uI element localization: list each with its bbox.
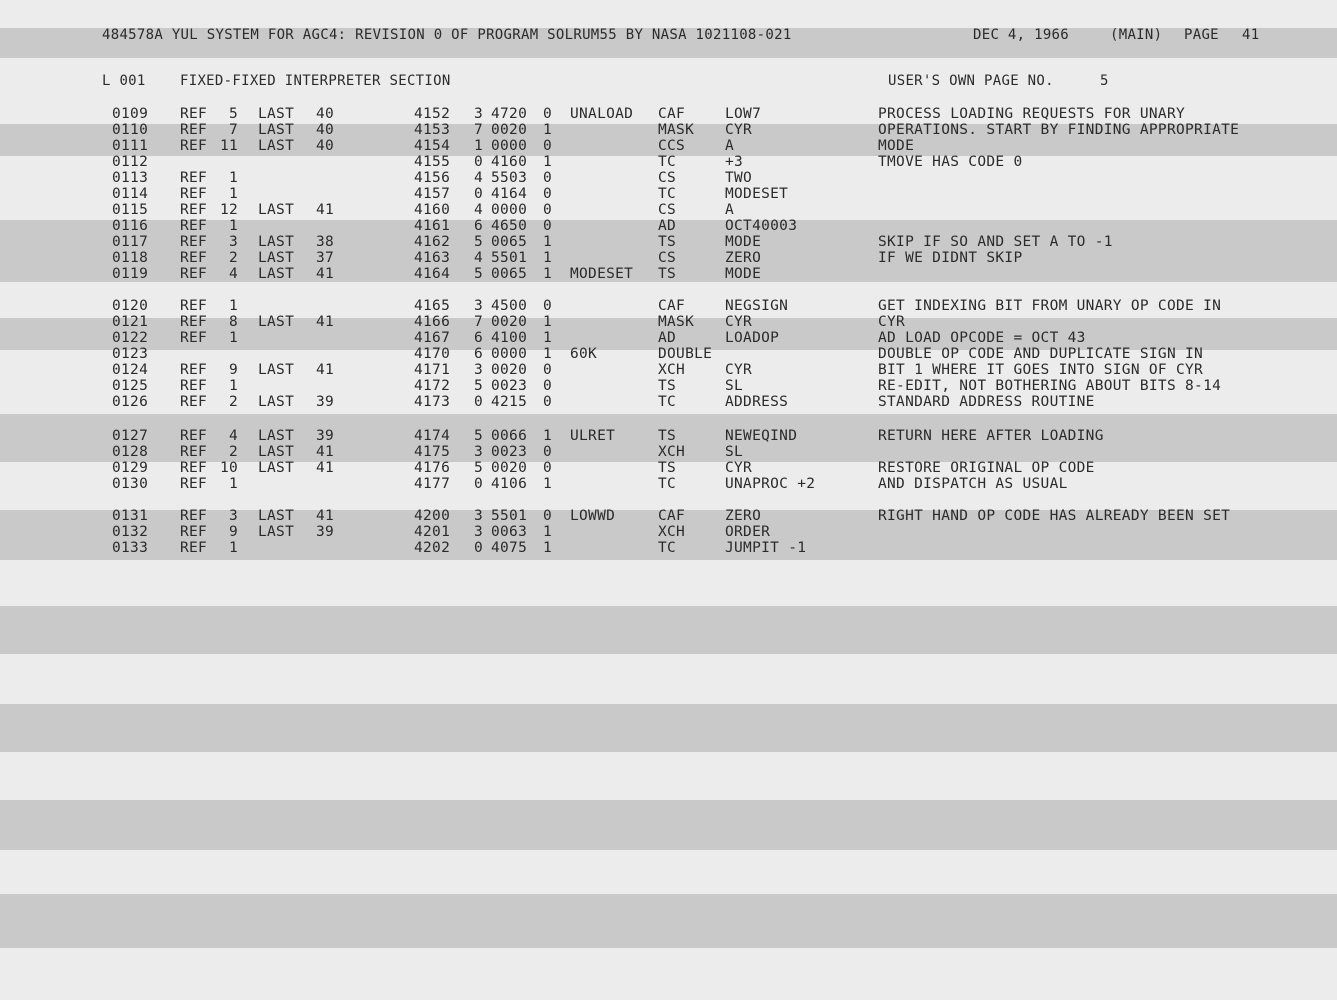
ref-label: REF	[180, 314, 208, 330]
ref-count: 10	[219, 460, 238, 476]
octal-code: 4100	[491, 330, 528, 346]
parity-suffix: 0	[543, 394, 553, 410]
section-title: FIXED-FIXED INTERPRETER SECTION	[180, 73, 451, 89]
octal-code: 4500	[491, 298, 528, 314]
operand: JUMPIT -1	[725, 540, 807, 556]
address: 4171	[414, 362, 451, 378]
ref-count: 12	[219, 202, 238, 218]
operand: LOADOP	[725, 330, 780, 346]
opcode: CS	[658, 250, 677, 266]
parity-suffix: 0	[543, 106, 553, 122]
address: 4177	[414, 476, 451, 492]
parity-prefix: 6	[474, 218, 484, 234]
last-label: LAST	[258, 314, 295, 330]
operand: CYR	[725, 314, 753, 330]
opcode: MASK	[658, 122, 695, 138]
comment: RETURN HERE AFTER LOADING	[878, 428, 1104, 444]
ref-count: 1	[228, 218, 238, 234]
address: 4201	[414, 524, 451, 540]
address: 4172	[414, 378, 451, 394]
last-label: LAST	[258, 444, 295, 460]
comment: BIT 1 WHERE IT GOES INTO SIGN OF CYR	[878, 362, 1204, 378]
octal-code: 0065	[491, 234, 528, 250]
ref-count: 1	[228, 540, 238, 556]
octal-code: 0023	[491, 378, 528, 394]
address: 4153	[414, 122, 451, 138]
address: 4163	[414, 250, 451, 266]
parity-prefix: 0	[474, 394, 484, 410]
symbol-label: ULRET	[570, 428, 616, 444]
sequence-number: 0114	[112, 186, 149, 202]
parity-prefix: 5	[474, 266, 484, 282]
octal-code: 0020	[491, 362, 528, 378]
opcode: TS	[658, 428, 677, 444]
address: 4156	[414, 170, 451, 186]
opcode: TC	[658, 186, 677, 202]
sequence-number: 0118	[112, 250, 149, 266]
parity-suffix: 0	[543, 362, 553, 378]
parity-suffix: 1	[543, 266, 553, 282]
sequence-number: 0124	[112, 362, 149, 378]
parity-prefix: 3	[474, 524, 484, 540]
ref-count: 4	[228, 266, 238, 282]
operand: MODE	[725, 266, 762, 282]
ref-count: 9	[228, 362, 238, 378]
ref-label: REF	[180, 170, 208, 186]
last-page: 41	[316, 362, 335, 378]
sequence-number: 0119	[112, 266, 149, 282]
sequence-number: 0117	[112, 234, 149, 250]
operand: MODE	[725, 234, 762, 250]
last-page: 37	[316, 250, 335, 266]
address: 4166	[414, 314, 451, 330]
opcode: CS	[658, 202, 677, 218]
parity-suffix: 1	[543, 524, 553, 540]
sequence-number: 0113	[112, 170, 149, 186]
octal-code: 4720	[491, 106, 528, 122]
sequence-number: 0129	[112, 460, 149, 476]
sequence-number: 0123	[112, 346, 149, 362]
opcode: TC	[658, 154, 677, 170]
ref-label: REF	[180, 266, 208, 282]
address: 4167	[414, 330, 451, 346]
operand: OCT40003	[725, 218, 798, 234]
operand: NEGSIGN	[725, 298, 789, 314]
symbol-label: LOWWD	[570, 508, 616, 524]
operand: ZERO	[725, 508, 762, 524]
ref-label: REF	[180, 540, 208, 556]
opcode: MASK	[658, 314, 695, 330]
ref-label: REF	[180, 202, 208, 218]
ref-count: 8	[228, 314, 238, 330]
parity-prefix: 0	[474, 154, 484, 170]
comment: AND DISPATCH AS USUAL	[878, 476, 1068, 492]
ref-count: 3	[228, 508, 238, 524]
last-label: LAST	[258, 428, 295, 444]
operand: A	[725, 138, 735, 154]
ref-count: 1	[228, 170, 238, 186]
parity-prefix: 3	[474, 106, 484, 122]
octal-code: 0000	[491, 202, 528, 218]
comment: GET INDEXING BIT FROM UNARY OP CODE IN	[878, 298, 1222, 314]
address: 4161	[414, 218, 451, 234]
opcode: TS	[658, 460, 677, 476]
parity-prefix: 6	[474, 330, 484, 346]
octal-code: 4106	[491, 476, 528, 492]
parity-suffix: 1	[543, 250, 553, 266]
octal-code: 5501	[491, 250, 528, 266]
ref-label: REF	[180, 250, 208, 266]
parity-suffix: 0	[543, 378, 553, 394]
ref-count: 5	[228, 106, 238, 122]
octal-code: 0066	[491, 428, 528, 444]
parity-prefix: 3	[474, 508, 484, 524]
last-page: 41	[316, 202, 335, 218]
listing-date: DEC 4, 1966	[973, 27, 1070, 43]
octal-code: 4160	[491, 154, 528, 170]
parity-suffix: 0	[543, 508, 553, 524]
address: 4154	[414, 138, 451, 154]
last-label: LAST	[258, 394, 295, 410]
opcode: TC	[658, 476, 677, 492]
last-label: LAST	[258, 266, 295, 282]
opcode: XCH	[658, 524, 686, 540]
parity-prefix: 5	[474, 378, 484, 394]
operand: CYR	[725, 460, 753, 476]
operand: A	[725, 202, 735, 218]
sequence-number: 0130	[112, 476, 149, 492]
comment: DOUBLE OP CODE AND DUPLICATE SIGN IN	[878, 346, 1204, 362]
sequence-number: 0133	[112, 540, 149, 556]
address: 4157	[414, 186, 451, 202]
comment: TMOVE HAS CODE 0	[878, 154, 1023, 170]
address: 4176	[414, 460, 451, 476]
parity-prefix: 4	[474, 170, 484, 186]
parity-suffix: 1	[543, 330, 553, 346]
parity-prefix: 0	[474, 476, 484, 492]
opcode: CCS	[658, 138, 686, 154]
last-label: LAST	[258, 106, 295, 122]
parity-suffix: 0	[543, 218, 553, 234]
opcode: CAF	[658, 106, 686, 122]
opcode: AD	[658, 330, 677, 346]
parity-suffix: 1	[543, 346, 553, 362]
last-page: 39	[316, 428, 335, 444]
comment: RE-EDIT, NOT BOTHERING ABOUT BITS 8-14	[878, 378, 1222, 394]
last-page: 39	[316, 524, 335, 540]
last-label: LAST	[258, 138, 295, 154]
ref-count: 1	[228, 186, 238, 202]
comment: AD LOAD OPCODE = OCT 43	[878, 330, 1086, 346]
parity-prefix: 7	[474, 314, 484, 330]
symbol-label: UNALOAD	[570, 106, 634, 122]
octal-code: 0020	[491, 460, 528, 476]
ref-label: REF	[180, 508, 208, 524]
sequence-number: 0127	[112, 428, 149, 444]
octal-code: 0000	[491, 138, 528, 154]
last-page: 41	[316, 266, 335, 282]
sequence-number: 0120	[112, 298, 149, 314]
parity-suffix: 0	[543, 298, 553, 314]
last-label: LAST	[258, 234, 295, 250]
ref-count: 3	[228, 234, 238, 250]
sequence-number: 0131	[112, 508, 149, 524]
ref-count: 11	[219, 138, 238, 154]
ref-label: REF	[180, 218, 208, 234]
comment: MODE	[878, 138, 915, 154]
address: 4170	[414, 346, 451, 362]
comment: SKIP IF SO AND SET A TO -1	[878, 234, 1113, 250]
last-page: 41	[316, 460, 335, 476]
address: 4173	[414, 394, 451, 410]
parity-prefix: 4	[474, 250, 484, 266]
page-label: PAGE	[1184, 27, 1219, 43]
ref-count: 1	[228, 330, 238, 346]
parity-prefix: 5	[474, 234, 484, 250]
octal-code: 0023	[491, 444, 528, 460]
opcode: AD	[658, 218, 677, 234]
sequence-number: 0125	[112, 378, 149, 394]
opcode: TS	[658, 234, 677, 250]
parity-suffix: 1	[543, 540, 553, 556]
symbol-label: 60K	[570, 346, 598, 362]
opcode: TS	[658, 378, 677, 394]
parity-suffix: 1	[543, 476, 553, 492]
paper-band	[0, 704, 1337, 752]
ref-label: REF	[180, 428, 208, 444]
address: 4160	[414, 202, 451, 218]
last-page: 38	[316, 234, 335, 250]
sequence-number: 0126	[112, 394, 149, 410]
last-page: 41	[316, 508, 335, 524]
ref-count: 1	[228, 378, 238, 394]
parity-prefix: 3	[474, 362, 484, 378]
last-label: LAST	[258, 362, 295, 378]
address: 4155	[414, 154, 451, 170]
ref-label: REF	[180, 138, 208, 154]
operand: SL	[725, 378, 744, 394]
listing-mode: (MAIN)	[1110, 27, 1163, 43]
address: 4152	[414, 106, 451, 122]
parity-suffix: 1	[543, 154, 553, 170]
address: 4164	[414, 266, 451, 282]
operand: ADDRESS	[725, 394, 789, 410]
operand: SL	[725, 444, 744, 460]
parity-suffix: 1	[543, 234, 553, 250]
last-page: 40	[316, 138, 335, 154]
sequence-number: 0122	[112, 330, 149, 346]
last-label: LAST	[258, 202, 295, 218]
ref-label: REF	[180, 106, 208, 122]
comment: RIGHT HAND OP CODE HAS ALREADY BEEN SET	[878, 508, 1231, 524]
sequence-number: 0110	[112, 122, 149, 138]
sequence-number: 0116	[112, 218, 149, 234]
opcode: CAF	[658, 298, 686, 314]
ref-label: REF	[180, 362, 208, 378]
parity-prefix: 3	[474, 298, 484, 314]
symbol-label: MODESET	[570, 266, 634, 282]
address: 4174	[414, 428, 451, 444]
sequence-number: 0132	[112, 524, 149, 540]
operand: CYR	[725, 362, 753, 378]
sequence-number: 0112	[112, 154, 149, 170]
octal-code: 5501	[491, 508, 528, 524]
parity-prefix: 7	[474, 122, 484, 138]
last-label: LAST	[258, 122, 295, 138]
operand: ORDER	[725, 524, 771, 540]
ref-count: 4	[228, 428, 238, 444]
octal-code: 0065	[491, 266, 528, 282]
ref-count: 2	[228, 250, 238, 266]
address: 4202	[414, 540, 451, 556]
page-number: 41	[1242, 27, 1260, 43]
comment: CYR	[878, 314, 906, 330]
parity-prefix: 6	[474, 346, 484, 362]
parity-prefix: 1	[474, 138, 484, 154]
sequence-number: 0128	[112, 444, 149, 460]
parity-prefix: 3	[474, 444, 484, 460]
operand: UNAPROC +2	[725, 476, 816, 492]
comment: IF WE DIDNT SKIP	[878, 250, 1023, 266]
parity-prefix: 0	[474, 186, 484, 202]
ref-label: REF	[180, 330, 208, 346]
last-label: LAST	[258, 250, 295, 266]
parity-suffix: 0	[543, 186, 553, 202]
parity-prefix: 0	[474, 540, 484, 556]
ref-count: 7	[228, 122, 238, 138]
octal-code: 0063	[491, 524, 528, 540]
address: 4175	[414, 444, 451, 460]
octal-code: 4164	[491, 186, 528, 202]
users-page-number: 5	[1100, 73, 1109, 89]
operand: +3	[725, 154, 744, 170]
comment: OPERATIONS. START BY FINDING APPROPRIATE	[878, 122, 1240, 138]
paper-band	[0, 606, 1337, 654]
opcode: TC	[658, 394, 677, 410]
octal-code: 4215	[491, 394, 528, 410]
ref-label: REF	[180, 444, 208, 460]
octal-code: 0020	[491, 122, 528, 138]
last-page: 41	[316, 314, 335, 330]
ref-label: REF	[180, 186, 208, 202]
parity-prefix: 4	[474, 202, 484, 218]
operand: MODESET	[725, 186, 789, 202]
operand: LOW7	[725, 106, 762, 122]
ref-count: 1	[228, 298, 238, 314]
opcode: XCH	[658, 362, 686, 378]
users-page-label: USER'S OWN PAGE NO.	[888, 73, 1054, 89]
parity-suffix: 1	[543, 314, 553, 330]
octal-code: 0000	[491, 346, 528, 362]
sequence-number: 0121	[112, 314, 149, 330]
opcode: XCH	[658, 444, 686, 460]
paper-band	[0, 800, 1337, 850]
ref-label: REF	[180, 460, 208, 476]
operand: TWO	[725, 170, 753, 186]
opcode: CS	[658, 170, 677, 186]
paper-band	[0, 894, 1337, 948]
log-number: L 001	[102, 73, 146, 89]
parity-suffix: 0	[543, 202, 553, 218]
parity-prefix: 5	[474, 428, 484, 444]
ref-count: 9	[228, 524, 238, 540]
ref-label: REF	[180, 476, 208, 492]
parity-suffix: 1	[543, 122, 553, 138]
ref-label: REF	[180, 298, 208, 314]
comment: RESTORE ORIGINAL OP CODE	[878, 460, 1095, 476]
parity-suffix: 1	[543, 428, 553, 444]
last-label: LAST	[258, 508, 295, 524]
sequence-number: 0109	[112, 106, 149, 122]
parity-suffix: 0	[543, 138, 553, 154]
last-page: 41	[316, 444, 335, 460]
ref-label: REF	[180, 524, 208, 540]
ref-label: REF	[180, 234, 208, 250]
ref-count: 1	[228, 476, 238, 492]
last-page: 39	[316, 394, 335, 410]
parity-suffix: 0	[543, 170, 553, 186]
octal-code: 4075	[491, 540, 528, 556]
opcode: TC	[658, 540, 677, 556]
sequence-number: 0115	[112, 202, 149, 218]
opcode: TS	[658, 266, 677, 282]
operand: NEWEQIND	[725, 428, 798, 444]
last-label: LAST	[258, 460, 295, 476]
last-page: 40	[316, 122, 335, 138]
parity-prefix: 5	[474, 460, 484, 476]
operand: ZERO	[725, 250, 762, 266]
comment: PROCESS LOADING REQUESTS FOR UNARY	[878, 106, 1186, 122]
last-label: LAST	[258, 524, 295, 540]
octal-code: 5503	[491, 170, 528, 186]
operand: CYR	[725, 122, 753, 138]
sequence-number: 0111	[112, 138, 149, 154]
ref-count: 2	[228, 444, 238, 460]
opcode: CAF	[658, 508, 686, 524]
parity-suffix: 0	[543, 444, 553, 460]
ref-label: REF	[180, 122, 208, 138]
ref-label: REF	[180, 394, 208, 410]
address: 4200	[414, 508, 451, 524]
ref-label: REF	[180, 378, 208, 394]
comment: STANDARD ADDRESS ROUTINE	[878, 394, 1095, 410]
octal-code: 0020	[491, 314, 528, 330]
octal-code: 4650	[491, 218, 528, 234]
address: 4165	[414, 298, 451, 314]
parity-suffix: 0	[543, 460, 553, 476]
address: 4162	[414, 234, 451, 250]
ref-count: 2	[228, 394, 238, 410]
listing-header: 484578A YUL SYSTEM FOR AGC4: REVISION 0 OF PROGRAM SOLRUM55 BY NASA 1021108-021	[102, 27, 792, 43]
last-page: 40	[316, 106, 335, 122]
opcode: DOUBLE	[658, 346, 713, 362]
